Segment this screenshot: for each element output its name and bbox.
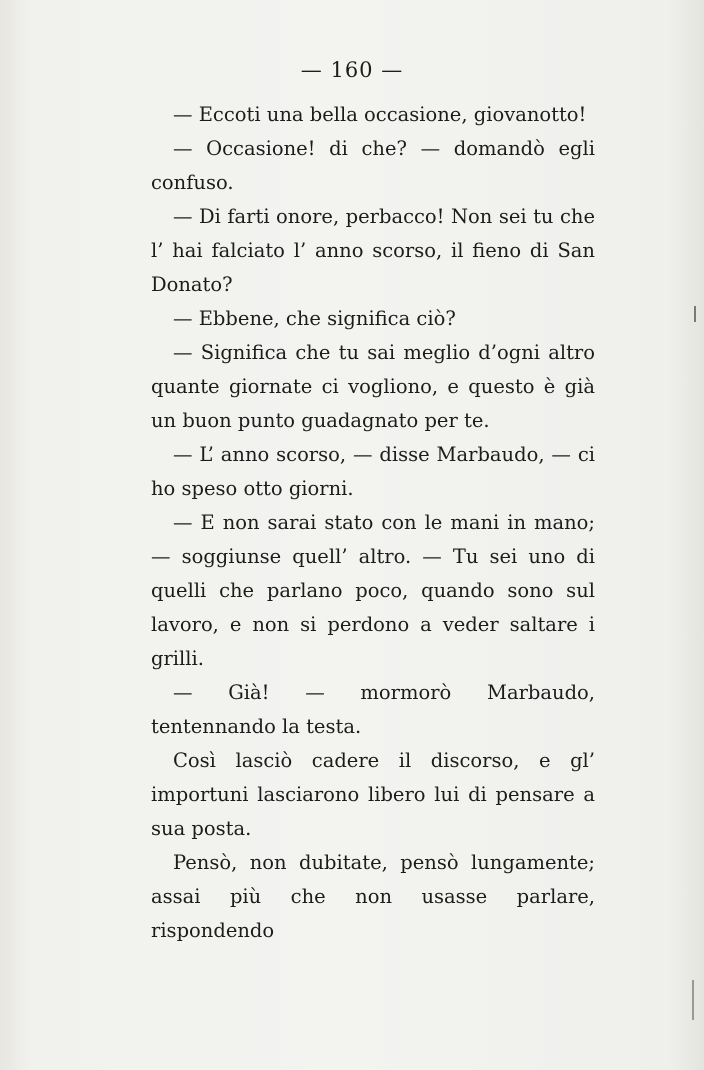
page-edge-mark — [692, 980, 694, 1020]
paragraph-10: Pensò, non dubitate, pensò lungamente; assai più che non usasse parlare, rispondendo — [151, 851, 595, 942]
paragraph-1: — Eccoti una bella occasione, giovanotto! — [173, 103, 587, 126]
page-number: — 160 — — [300, 58, 404, 82]
paragraph-7: — E non sarai stato con le mani in mano; — soggiunse quell’ altro. — Tu sei uno di quelli che parlano poco, quando sono sul lavoro, e non si perdono a veder saltare i grilli. — [151, 511, 595, 670]
paragraph-3: — Di farti onore, perbacco! Non sei tu che l’ hai falciato l’ anno scorso, il fieno di San Donato? — [151, 205, 595, 296]
body-text — [151, 98, 595, 948]
paragraph-4: — Ebbene, che significa ciò? — [173, 307, 456, 330]
paragraph-6: — L’ anno scorso, — disse Marbaudo, — ci ho speso otto giorni. — [151, 443, 595, 500]
paragraph-2: — Occasione! di che? — domandò egli confuso. — [151, 137, 595, 194]
paragraph-8: — Già! — mormorò Marbaudo, tentennando la testa. — [151, 681, 595, 738]
page-edge-mark — [694, 306, 696, 322]
paragraph-9: Così lasciò cadere il discorso, e gl’ importuni lasciarono libero lui di pensare a sua posta. — [151, 749, 595, 840]
paragraph-5: — Significa che tu sai meglio d’ogni altro quante giornate ci vogliono, e questo è già un buon punto guadagnato per te. — [151, 341, 595, 432]
